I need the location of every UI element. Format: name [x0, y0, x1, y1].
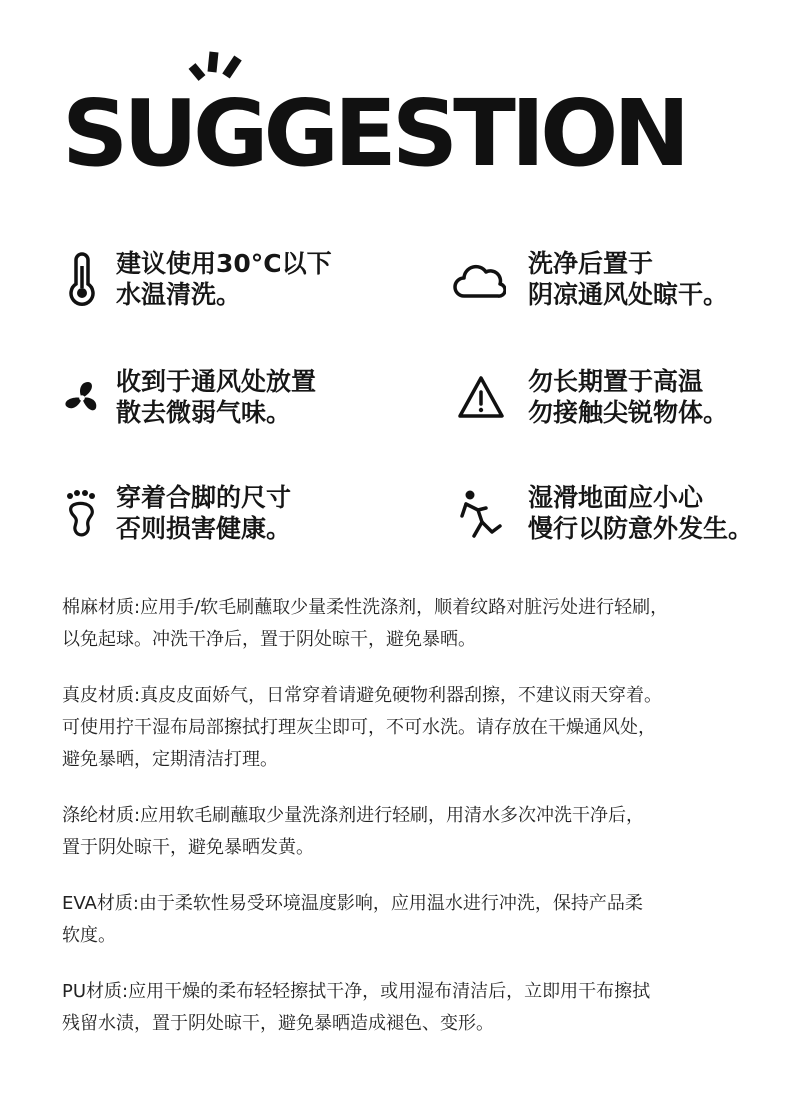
- footprint-icon: [62, 486, 102, 542]
- tip-line: 阴凉通风处晾干。: [528, 280, 729, 309]
- tip-line: 慢行以防意外发生。: [528, 514, 754, 543]
- para-line: 避免暴晒，定期清洁打理。: [62, 749, 278, 770]
- para-line: 以免起球。冲洗干净后，置于阴处晾干，避免暴晒。: [62, 629, 476, 650]
- tip-air-dry: [456, 248, 790, 318]
- para-line: 棉麻材质:应用手/软毛刷蘸取少量柔性洗涤剂，顺着纹路对脏污处进行轻刷，: [62, 597, 669, 618]
- thermometer-icon: [62, 252, 102, 308]
- tip-line: 穿着合脚的尺寸: [116, 483, 292, 512]
- tip-slippery: [456, 482, 790, 552]
- para-line: 软度。: [62, 925, 116, 946]
- tip-no-heat: [456, 366, 790, 436]
- tip-line: 建议使用30°C以下: [116, 249, 332, 278]
- tip-line: 水温清洗。: [116, 280, 242, 309]
- tip-ventilate: [62, 366, 422, 436]
- header: [0, 40, 790, 200]
- tip-line: 湿滑地面应小心: [528, 483, 704, 512]
- material-care-list: [62, 592, 762, 1064]
- slipping-person-icon: [456, 486, 506, 542]
- para-line: 涤纶材质:应用软毛刷蘸取少量洗涤剂进行轻刷，用清水多次冲洗干净后，: [62, 805, 645, 826]
- tip-line: 否则损害健康。: [116, 514, 292, 543]
- warning-icon: [456, 370, 506, 426]
- care-pu: [62, 976, 762, 1040]
- para-line: 置于阴处晾干，避免暴晒发黄。: [62, 837, 314, 858]
- para-line: 残留水渍，置于阴处晾干，避免暴晒造成褪色、变形。: [62, 1013, 494, 1034]
- tip-fit: [62, 482, 422, 552]
- fan-icon: [62, 370, 102, 426]
- page-title: SUGGESTION: [62, 80, 686, 187]
- care-polyester: [62, 800, 762, 864]
- tip-line: 散去微弱气味。: [116, 398, 292, 427]
- para-line: EVA材质:由于柔软性易受环境温度影响，应用温水进行冲洗，保持产品柔: [62, 893, 643, 914]
- tip-line: 勿长期置于高温: [528, 367, 704, 396]
- para-line: PU材质:应用干燥的柔布轻轻擦拭干净，或用湿布清洁后，立即用干布擦拭: [62, 981, 651, 1002]
- care-cotton-linen: [62, 592, 762, 656]
- para-line: 真皮材质:真皮皮面娇气，日常穿着请避免硬物利器刮擦，不建议雨天穿着。: [62, 685, 663, 706]
- care-eva: [62, 888, 762, 952]
- cloud-icon: [452, 252, 506, 308]
- para-line: 可使用拧干湿布局部擦拭打理灰尘即可，不可水洗。请存放在干燥通风处，: [62, 717, 656, 738]
- tip-line: 洗净后置于: [528, 249, 654, 278]
- care-leather: [62, 680, 762, 776]
- tip-line: 收到于通风处放置: [116, 367, 317, 396]
- tip-line: 勿接触尖锐物体。: [528, 398, 729, 427]
- tip-water-temperature: [62, 248, 422, 318]
